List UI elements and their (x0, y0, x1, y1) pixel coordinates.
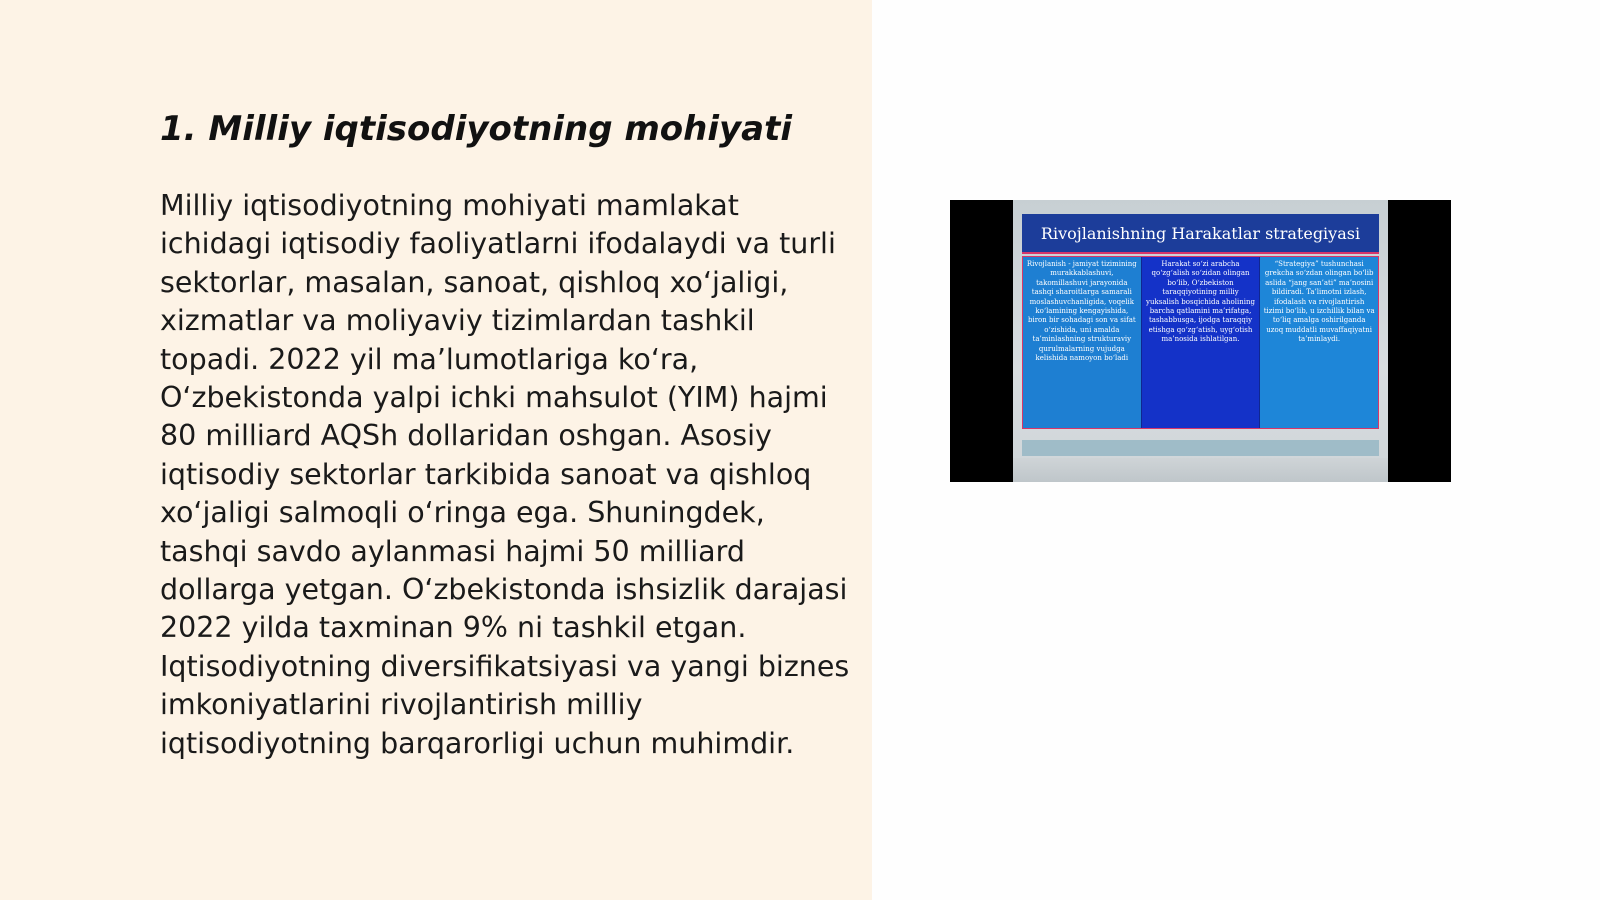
inner-slide (1013, 200, 1388, 482)
slide-title: 1. Milliy iqtisodiyotning mohiyati (160, 109, 793, 149)
inner-column-harakat: Harakat so‘zi arabcha qo‘zg‘alish so‘zidan olingan bo‘lib, O‘zbekiston taraqqiyotining milliy yuksalish bosqichida aholining barcha qatlamini ma’rifatga, tashabbusga, ijodga taraqqiy etishga qo‘zg‘atish, uyg‘otish ma’nosida ishlatilgan. (1141, 257, 1261, 428)
slide-body-text: Milliy iqtisodiyotning mohiyati mamlakat ichidagi iqtisodiy faoliyatlarni ifodalaydi va turli sektorlar, masalan, sanoat, qishloq xo‘jaligi, xizmatlar va moliyaviy tizimlardan tashkil topadi. 2022 yil ma’lumotlariga ko‘ra, O‘zbekistonda yalpi ichki mahsulot (YIM) hajmi 80 milliard AQSh dollaridan oshgan. Asosiy iqtisodiy sektorlar tarkibida sanoat va qishloq xo‘jaligi salmoqli o‘ringa ega. Shuningdek, tashqi savdo aylanmasi hajmi 50 milliard dollarga yetgan. O‘zbekistonda ishsizlik darajasi 2022 yilda taxminan 9% ni tashkil etgan. Iqtisodiyotning diversifikatsiyasi va yangi biznes imkoniyatlarini rivojlantirish milliy iqtisodiyotning barqarorligi uchun muhimdir. (160, 189, 850, 760)
inner-floor (1013, 458, 1388, 482)
inner-slide-title: Rivojlanishning Harakatlar strategiyasi (1022, 214, 1379, 254)
inner-footer-bar (1022, 440, 1379, 456)
inner-column-strategiya: “Strategiya” tushunchasi grekcha so‘zdan olingan bo‘lib aslida “jang san’ati” ma’nosini bildiradi. Ta’limotni izlash, ifodalash va rivojlantirish tizimi bo‘lib, u izchillik bilan va to‘liq amalga oshirilganda uzoq muddatli muvaffaqiyatni ta’minlaydi. (1260, 257, 1378, 428)
embedded-slide-image (950, 200, 1451, 482)
inner-column-rivojlanish: Rivojlanish - jamiyat tizimining murakkablashuvi, takomillashuvi jarayonida tashqi sharoitlarga samarali moslashuvchanligida, voqelik ko‘lamining kengayishida, biron bir sohadagi son va sifat o‘zishida, uni amalda ta’minlashning strukturaviy qurulmalarning vujudga kelishida namoyon bo‘ladi (1023, 257, 1141, 428)
inner-slide-columns (1022, 256, 1379, 429)
